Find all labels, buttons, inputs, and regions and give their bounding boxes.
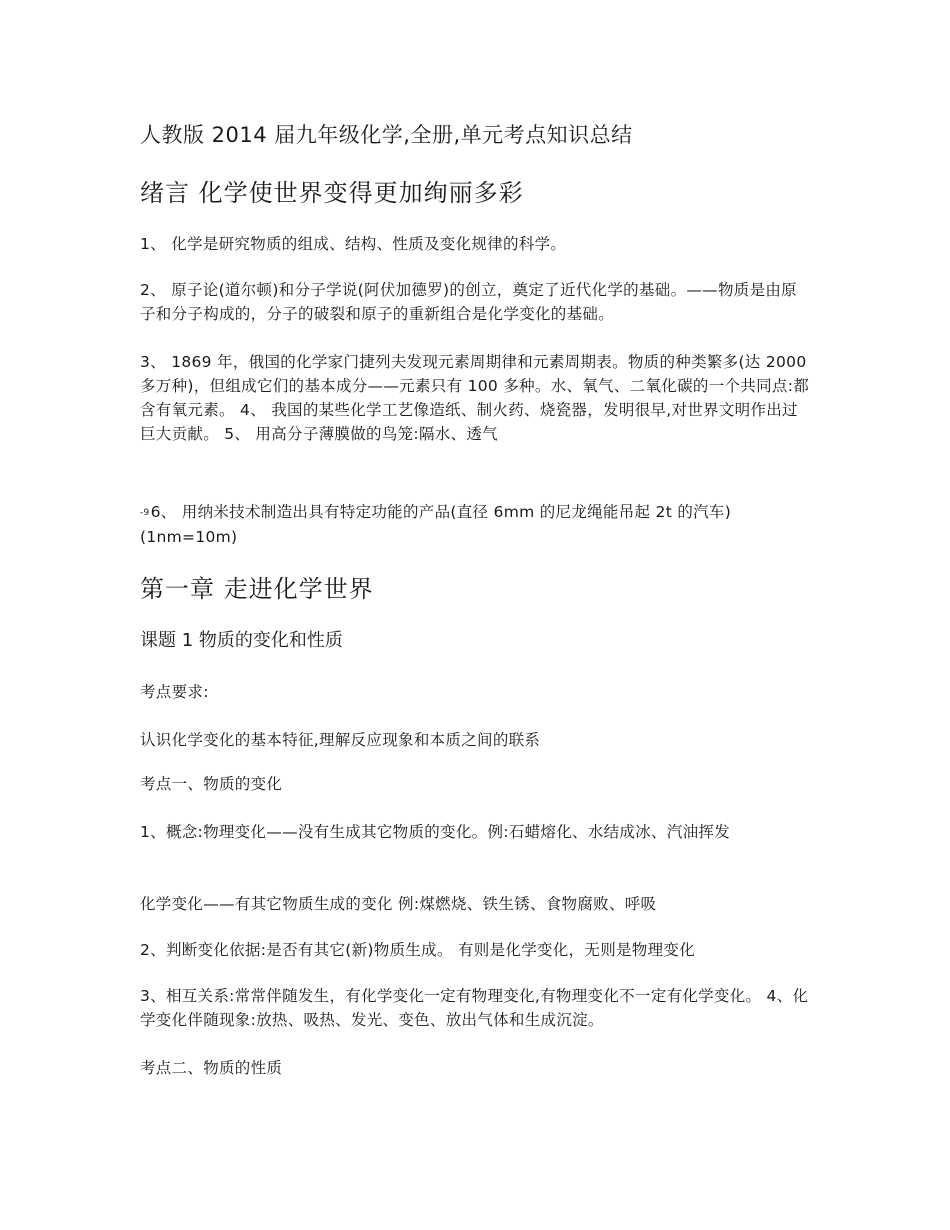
point-one-paragraph-3: 2、判断变化依据:是否有其它(新)物质生成。 有则是化学变化，无则是物理变化 [140, 941, 696, 959]
point-one-paragraph-1: 1、概念:物理变化——没有生成其它物质的变化。例:石蜡熔化、水结成冰、汽油挥发 [140, 823, 731, 841]
intro-paragraph-4-text: 6、 用纳米技术制造出具有特定功能的产品(直径 6mm 的尼龙绳能吊起 2t 的汽车)(1nm=10m) [140, 503, 732, 546]
document-title: 人教版 2014 届九年级化学,全册,单元考点知识总结 [140, 123, 633, 147]
requirements-label: 考点要求: [140, 683, 209, 701]
intro-paragraph-2: 2、 原子论(道尔顿)和分子学说(阿伏加德罗)的创立，奠定了近代化学的基础。——物质是由原子和分子构成的，分子的破裂和原子的重新组合是化学变化的基础。 [140, 281, 797, 323]
point-one-title: 考点一、物质的变化 [140, 775, 283, 793]
lesson-title: 课题 1 物质的变化和性质 [140, 630, 343, 651]
intro-paragraph-4 [140, 500, 812, 549]
point-one-paragraph-4: 3、相互关系:常常伴随发生，有化学变化一定有物理变化,有物理变化不一定有化学变化。 4、化学变化伴随现象:放热、吸热、发光、变色、放出气体和生成沉淀。 [140, 987, 809, 1029]
exponent-prefix: -9 [140, 508, 150, 518]
intro-paragraph-3: 3、 1869 年，俄国的化学家门捷列夫发现元素周期律和元素周期表。物质的种类繁多(达 2000 多万种)，但组成它们的基本成分——元素只有 100 多种。水、氧气、二氧化碳的一个共同点:都含有氧元素。 4、 我国的某些化学工艺像造纸、制火药、烧瓷器，发明很早,对世界文明作出过巨大贡献。 5、 用高分子薄膜做的鸟笼:隔水、透气 [140, 353, 810, 443]
chapter-heading: 第一章 走进化学世界 [140, 575, 374, 603]
intro-heading: 绪言 化学使世界变得更加绚丽多彩 [140, 179, 524, 207]
intro-paragraph-1: 1、 化学是研究物质的组成、结构、性质及变化规律的科学。 [140, 235, 567, 253]
point-one-paragraph-2: 化学变化——有其它物质生成的变化 例:煤燃烧、铁生锈、食物腐败、呼吸 [140, 895, 657, 913]
point-two-title: 考点二、物质的性质 [140, 1059, 283, 1077]
requirements-text: 认识化学变化的基本特征,理解反应现象和本质之间的联系 [140, 731, 541, 749]
